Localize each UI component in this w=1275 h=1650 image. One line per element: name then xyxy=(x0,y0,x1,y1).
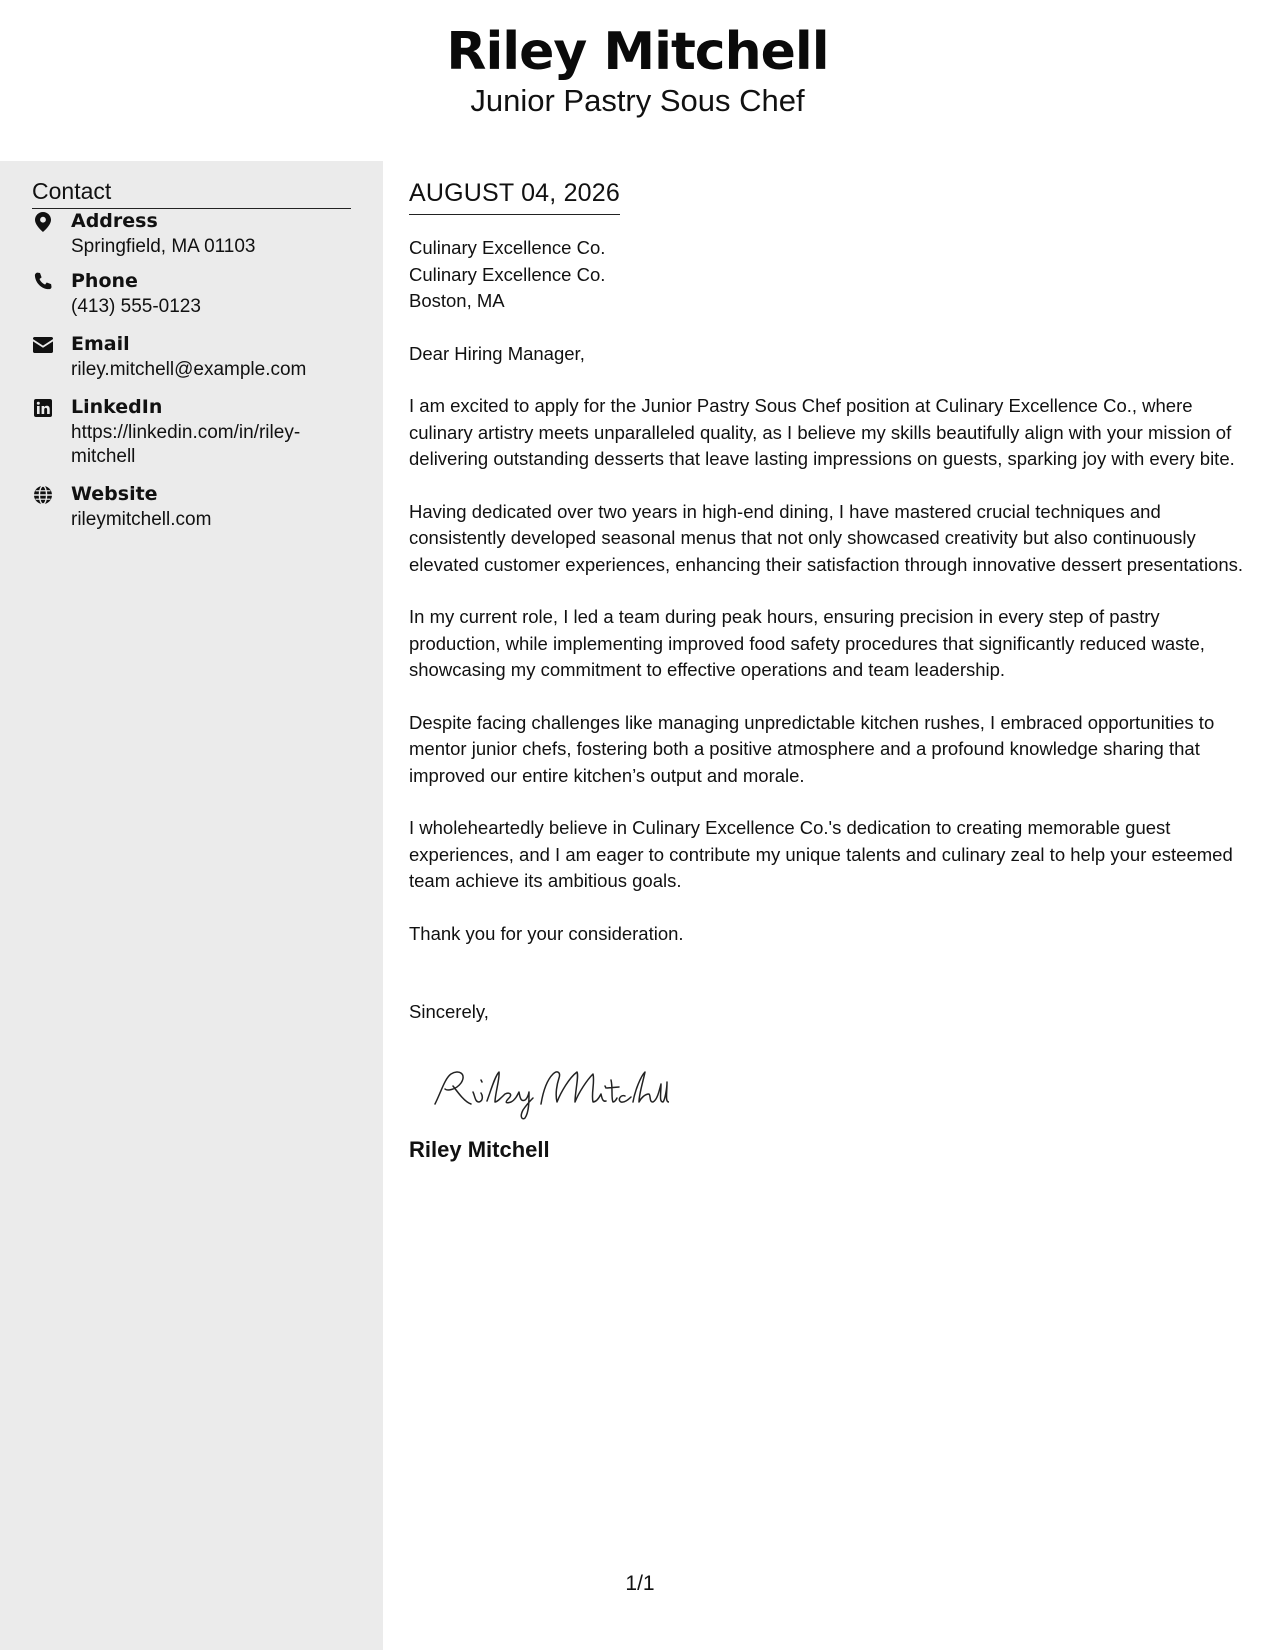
closing: Sincerely, xyxy=(409,1001,489,1022)
body-paragraph: Despite facing challenges like managing unpredictable kitchen rushes, I embraced opportunities to mentor junior chefs, fostering both a positive atmosphere and a profound knowledge sharing that improved our entire kitchen’s output and morale. xyxy=(409,711,1215,786)
contact-label: Address xyxy=(71,210,158,232)
contact-label: Email xyxy=(71,333,130,355)
contact-value: riley.mitchell@example.com xyxy=(71,359,307,380)
header xyxy=(0,0,1275,161)
body-paragraph: Having dedicated over two years in high-end dining, I have mastered crucial techniques and consistently developed seasonal menus that not only showcased creativity but also continuously elevated customer experiences, enhancing their satisfaction through innovative dessert presentations. xyxy=(409,500,1244,575)
globe-icon xyxy=(32,484,54,506)
signer-name: Riley Mitchell xyxy=(409,1136,550,1162)
signature-image xyxy=(429,1052,669,1122)
body-paragraph: I wholeheartedly believe in Culinary Excellence Co.'s dedication to creating memorable guest experiences, and I am eager to contribute my unique talents and culinary zeal to help your esteemed team achieve its ambitious goals. xyxy=(409,817,1233,891)
recipient-line: Culinary Excellence Co. xyxy=(409,237,606,258)
letter-body xyxy=(409,341,1247,948)
contact-value: Springfield, MA 01103 xyxy=(71,236,256,257)
contact-value[interactable]: rileymitchell.com xyxy=(71,509,212,530)
contact-heading: Contact xyxy=(32,176,351,209)
contact-label: Phone xyxy=(71,270,138,292)
job-title: Junior Pastry Sous Chef xyxy=(470,83,805,118)
applicant-name: Riley Mitchell xyxy=(446,22,829,82)
contact-label: Website xyxy=(71,483,158,505)
handwritten-signature xyxy=(429,1052,669,1122)
body-paragraph: I am excited to apply for the Junior Pastry Sous Chef position at Culinary Excellence Co., where culinary artistry meets unparalleled quality, as I believe my skills beautifully align with your mission of delivering outstanding desserts that leave lasting impressions on guests, sparking joy with every bite. xyxy=(409,395,1235,469)
linkedin-icon xyxy=(32,397,54,419)
page-number: 1/1 xyxy=(625,1572,655,1595)
phone-icon xyxy=(32,271,54,293)
contact-value: (413) 555-0123 xyxy=(71,296,201,317)
sidebar xyxy=(0,161,383,1650)
contact-label: LinkedIn xyxy=(71,396,163,418)
envelope-icon xyxy=(32,334,54,356)
letter-date: AUGUST 04, 2026 xyxy=(409,176,620,215)
thank-you-line: Thank you for your consideration. xyxy=(409,922,684,944)
map-pin-icon xyxy=(32,211,54,233)
recipient-block xyxy=(409,235,1247,315)
greeting: Dear Hiring Manager, xyxy=(409,342,585,364)
recipient-line: Boston, MA xyxy=(409,290,505,311)
body-paragraph: In my current role, I led a team during peak hours, ensuring precision in every step of pastry production, while implementing improved food safety procedures that significantly reduced waste, showcasing my commitment to effective operations and team leadership. xyxy=(409,606,1205,680)
contact-value[interactable]: https://linkedin.com/in/riley-mitchell xyxy=(71,422,301,467)
letter-main xyxy=(409,176,1247,1164)
recipient-line: Culinary Excellence Co. xyxy=(409,263,606,285)
